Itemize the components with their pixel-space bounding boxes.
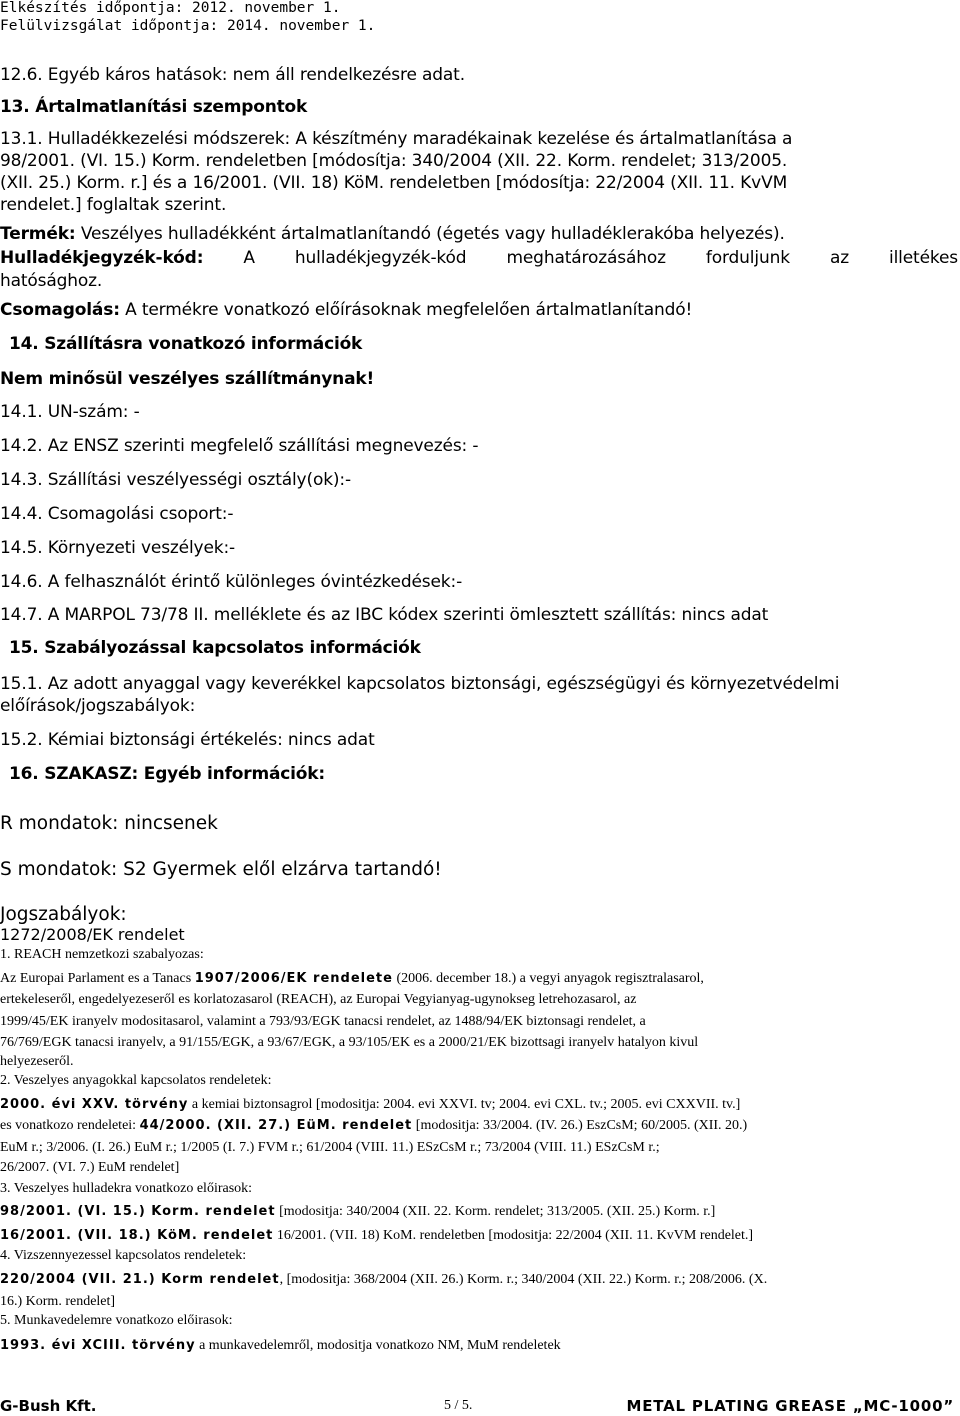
section-14-item: 14.4. Csomagolási csoport:-: [0, 504, 234, 524]
section-15-title: 15. Szabályozással kapcsolatos információk: [9, 638, 421, 658]
hulladek-text: A hulladékjegyzék-kód meghatározásához forduljunk az illetékes: [203, 248, 958, 268]
veszelyes-line2: [0, 1117, 747, 1135]
hulladekra-line2: [0, 1227, 753, 1245]
section-13-1-line3: (XII. 25.) Korm. r.] és a 16/2001. (VII. 18) KöM. rendeletben [módosítja: 22/2004 (XII. 11. KvVM: [0, 173, 788, 193]
veszelyes-text-a: es vonatkozo rendeletei:: [0, 1118, 140, 1133]
section-13-1-line4: rendelet.] foglaltak szerint.: [0, 195, 227, 215]
csomagolas-label: Csomagolás:: [0, 300, 120, 320]
vizszennyezes-heading: 4. Vizszennyezessel kapcsolatos rendeletek:: [0, 1248, 247, 1263]
veszelyes-heading: 2. Veszelyes anyagokkal kapcsolatos rendeletek:: [0, 1073, 272, 1088]
section-15-1-line1: 15.1. Az adott anyaggal vagy keverékkel kapcsolatos biztonsági, egészségügyi és környezetvédelmi: [0, 674, 840, 694]
s-mondatok: S mondatok: S2 Gyermek elől elzárva tartandó!: [0, 859, 442, 880]
veszelyes-line4: 26/2007. (VI. 7.) EuM rendelet]: [0, 1160, 180, 1175]
section-15-1-line2: előírások/jogszabályok:: [0, 696, 196, 716]
veszelyes-text-c: [modositja: 33/2004. (IV. 26.) EszCsM; 60/2005. (XII. 20.): [412, 1118, 748, 1133]
csomagolas-text: A termékre vonatkozó előírásoknak megfelelően ártalmatlanítandó!: [119, 300, 693, 320]
reach-line2: ertekeleseről, engedelyezeseről es korlatozasarol (REACH), az Europai Vegyianyag-ugynokseg letrehozasarol, az: [0, 992, 637, 1007]
section-14-item: 14.3. Szállítási veszélyességi osztály(ok):-: [0, 470, 351, 490]
reach-heading: 1. REACH nemzetkozi szabalyozas:: [0, 947, 204, 962]
footer-company: G-Bush Kft.: [0, 1397, 97, 1415]
act-1993-xciii: 1993. évi XCIII. törvény: [0, 1338, 196, 1353]
section-13-1-line1: 13.1. Hulladékkezelési módszerek: A készítmény maradékainak kezelése és ártalmatlanítása a: [0, 129, 793, 149]
munka-heading: 5. Munkavedelemre vonatkozo előirasok:: [0, 1313, 233, 1328]
section-16-title: 16. SZAKASZ: Egyéb információk:: [9, 764, 325, 784]
chem-safety-act: 2000. évi XXV. törvény: [0, 1097, 189, 1112]
section-13-1-line2: 98/2001. (VI. 15.) Korm. rendeletben [módosítja: 340/2004 (XII. 22. Korm. rendelet; 313/2005.: [0, 151, 788, 171]
section-14-item: 14.6. A felhasználót érintő különleges óvintézkedések:-: [0, 572, 463, 592]
page-number: 5 / 5.: [444, 1398, 473, 1413]
section-14-item: 14.1. UN-szám: -: [0, 402, 140, 422]
korm-220-2004: 220/2004 (VII. 21.) Korm rendelet: [0, 1272, 280, 1287]
reach-line3: 1999/45/EK iranyelv modositasarol, valamint a 793/93/EGK tanacsi rendelet, az 1488/94/EK biztonsagi rendelet, a: [0, 1014, 646, 1029]
veszelyes-line3: EuM r.; 3/2006. (I. 26.) EuM r.; 1/2005 (I. 7.) FVM r.; 61/2004 (VIII. 11.) ESzCsM r.; 73/2004 (VIII. 11.) ESzCsM r.;: [0, 1140, 660, 1155]
reach-text-a: Az Europai Parlament es a Tanacs: [0, 971, 195, 986]
section-12-6: 12.6. Egyéb káros hatások: nem áll rendelkezésre adat.: [0, 65, 465, 85]
section-14-item: 14.5. Környezeti veszélyek:-: [0, 538, 236, 558]
hulladekra-line1: [0, 1203, 715, 1221]
ek-rendelet: 1272/2008/EK rendelet: [0, 925, 185, 944]
revised-date: Felülvizsgálat időpontja: 2014. november 1.: [0, 18, 376, 34]
created-date: Elkészítés időpontja: 2012. november 1.: [0, 0, 341, 16]
hulladekra-text-d: 16/2001. (VII. 18) KoM. rendeletben [modositja: 22/2004 (XII. 11. KvVM rendelet.]: [273, 1228, 754, 1243]
vizszennyezes-text-b: , [modositja: 368/2004 (XII. 26.) Korm. r.; 340/2004 (XII. 22.) Korm. r.; 208/2006. (X.: [279, 1272, 768, 1287]
veszelyes-text-b: a kemiai biztonsagrol [modositja: 2004. evi XXVI. tv; 2004. evi CXL. tv.; 2005. evi CXXVII. tv.]: [188, 1097, 741, 1112]
termek-line: [0, 223, 785, 245]
reach-line1: [0, 970, 704, 988]
veszelyes-line1: [0, 1096, 740, 1114]
reach-line4: 76/769/EGK tanacsi iranyelv, a 91/155/EGK, a 93/67/EGK, a 93/105/EK es a 2000/21/EK bizottsagi iranyelv hatalyon kivul: [0, 1035, 699, 1050]
section-13-title: 13. Ártalmatlanítási szempontok: [0, 97, 308, 117]
section-14-subtitle: Nem minősül veszélyes szállítmánynak!: [0, 369, 375, 389]
korm-98-2001: 98/2001. (VI. 15.) Korm. rendelet: [0, 1204, 276, 1219]
section-14-item: 14.2. Az ENSZ szerinti megfelelő szállítási megnevezés: -: [0, 436, 479, 456]
hulladekra-heading: 3. Veszelyes hulladekra vonatkozo előirasok:: [0, 1181, 253, 1196]
reach-regulation: 1907/2006/EK rendelete: [194, 971, 393, 986]
reach-line5: helyezeseről.: [0, 1054, 74, 1069]
section-14-item: 14.7. A MARPOL 73/78 II. melléklete és az IBC kódex szerinti ömlesztett szállítás: nincs adat: [0, 605, 769, 625]
section-15-2: 15.2. Kémiai biztonsági értékelés: nincs adat: [0, 730, 375, 750]
jogszabalyok-label: Jogszabályok:: [0, 904, 127, 925]
vizszennyezes-line1: [0, 1271, 767, 1289]
hulladek-line2: hatósághoz.: [0, 271, 103, 291]
munka-line1: [0, 1337, 561, 1355]
termek-label: Termék:: [0, 224, 76, 244]
footer-product: METAL PLATING GREASE „MC-1000”: [626, 1397, 954, 1415]
hulladekra-text-b: [modositja: 340/2004 (XII. 22. Korm. rendelet; 313/2005. (XII. 25.) Korm. r.]: [275, 1204, 716, 1219]
section-14-title: 14. Szállításra vonatkozó információk: [9, 334, 363, 354]
eum-regulation: 44/2000. (XII. 27.) EüM. rendelet: [139, 1118, 413, 1133]
kom-16-2001: 16/2001. (VII. 18.) KöM. rendelet: [0, 1228, 274, 1243]
vizszennyezes-line2: 16.) Korm. rendelet]: [0, 1294, 116, 1309]
hulladek-label: Hulladékjegyzék-kód:: [0, 248, 204, 268]
reach-text-c: (2006. december 18.) a vegyi anyagok regisztralasarol,: [392, 971, 704, 986]
csomagolas-line: [0, 299, 692, 321]
hulladek-line: [0, 247, 958, 269]
termek-text: Veszélyes hulladékként ártalmatlanítandó (égetés vagy hulladéklerakóba helyezés).: [75, 224, 785, 244]
munka-text-b: a munkavedelemről, modositja vonatkozo NM, MuM rendeletek: [195, 1338, 561, 1353]
r-mondatok: R mondatok: nincsenek: [0, 813, 218, 834]
